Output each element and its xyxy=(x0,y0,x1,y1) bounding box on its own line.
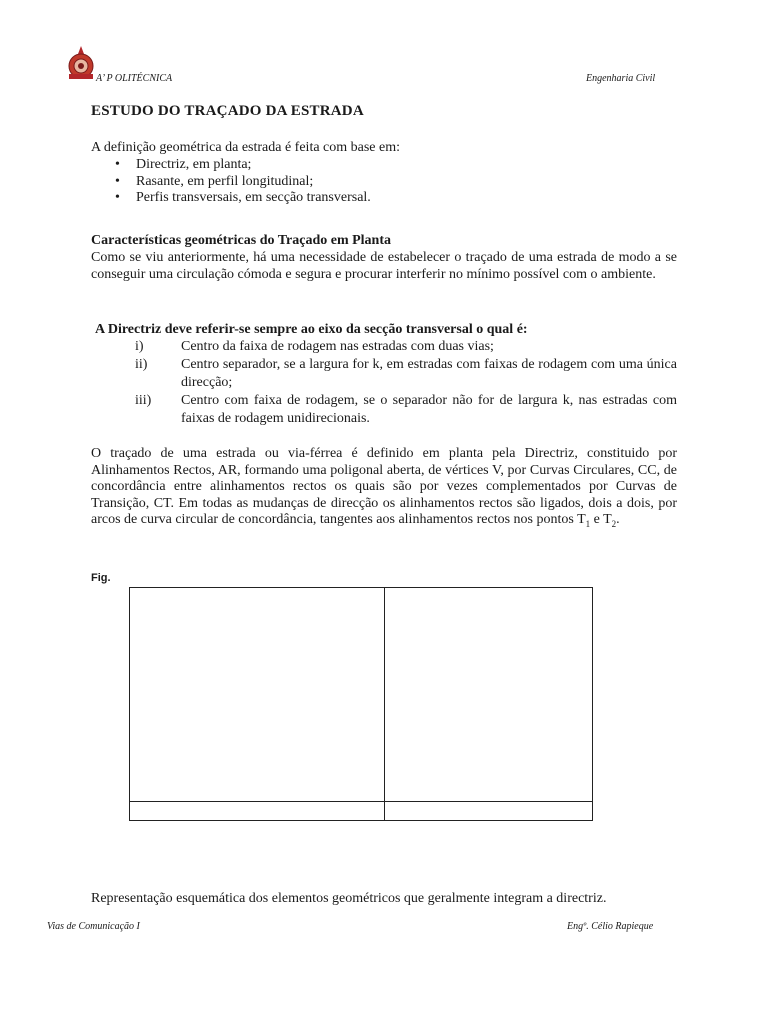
bullet-item: • Directriz, em planta; xyxy=(91,157,677,174)
item-number: i) xyxy=(135,339,144,354)
paragraph-text-mid: e T xyxy=(590,512,612,527)
figure-placeholder-table xyxy=(129,587,593,821)
subscript-1: 1 xyxy=(585,518,591,529)
figure-label: Fig. xyxy=(91,572,111,584)
paragraph-directriz-definition xyxy=(91,446,677,532)
paragraph-text-end: . xyxy=(616,512,620,527)
item-number: iii) xyxy=(135,393,152,408)
intro-bullet-list xyxy=(91,157,677,207)
item-number: ii) xyxy=(135,357,148,372)
table-divider-vertical xyxy=(384,588,385,820)
section-heading-plan: Características geométricas do Traçado em Planta xyxy=(91,233,392,248)
section-body-plan: Como se viu anteriormente, há uma necessidade de estabelecer o traçado de uma estrada de modo a se conseguir uma circulação cómoda e segura e procurar interferir no mínimo possível com o ambiente. xyxy=(91,250,677,282)
table-divider-horizontal xyxy=(130,801,592,802)
page-title: ESTUDO DO TRAÇADO DA ESTRADA xyxy=(91,103,364,119)
subscript-2: 2 xyxy=(611,518,617,529)
footer-course: Vias de Comunicação I xyxy=(47,921,140,932)
header-department: Engenharia Civil xyxy=(586,73,656,84)
figure-caption: Representação esquemática dos elementos geométricos que geralmente integram a directriz. xyxy=(91,891,607,906)
list-item xyxy=(135,392,677,428)
footer-author: Engº. Célio Rapieque xyxy=(567,921,654,932)
item-text: Centro separador, se a largura for k, em estradas com faixas de rodagem com uma única direcção; xyxy=(181,357,677,390)
section-heading-directriz: A Directriz deve referir-se sempre ao eixo da secção transversal o qual é: xyxy=(95,322,528,337)
bullet-item: • Rasante, em perfil longitudinal; xyxy=(91,174,677,191)
paragraph-text: O traçado de uma estrada ou via-férrea é definido em planta pela Directriz, constituido por Alinhamentos Rectos, AR, formando uma poligonal aberta, de vértices V, por Curvas Circulares, CC, de concordância entre alinhamentos rectos os quais são por vezes complementados por Curvas de Transição, CT. Em todas as mudanças de direcção os alinhamentos rectos são ligados, dois a dois, por arcos de curva circular de concordância, tangentes aos alinhamentos rectos nos pontos T xyxy=(91,446,677,527)
intro-lead: A definição geométrica da estrada é feita com base em: xyxy=(91,140,401,155)
bullet-item: • Perfis transversais, em secção transversal. xyxy=(91,190,677,207)
institution-logo xyxy=(66,44,96,84)
item-text: Centro da faixa de rodagem nas estradas com duas vias; xyxy=(181,339,494,354)
list-item xyxy=(135,338,677,356)
item-text: Centro com faixa de rodagem, se o separador não for de largura k, nas estradas com faixas de rodagem unidirecionais. xyxy=(181,393,677,426)
list-item xyxy=(135,356,677,392)
header-institution: A’ P OLITÉCNICA xyxy=(96,73,173,84)
directriz-list xyxy=(135,338,677,428)
